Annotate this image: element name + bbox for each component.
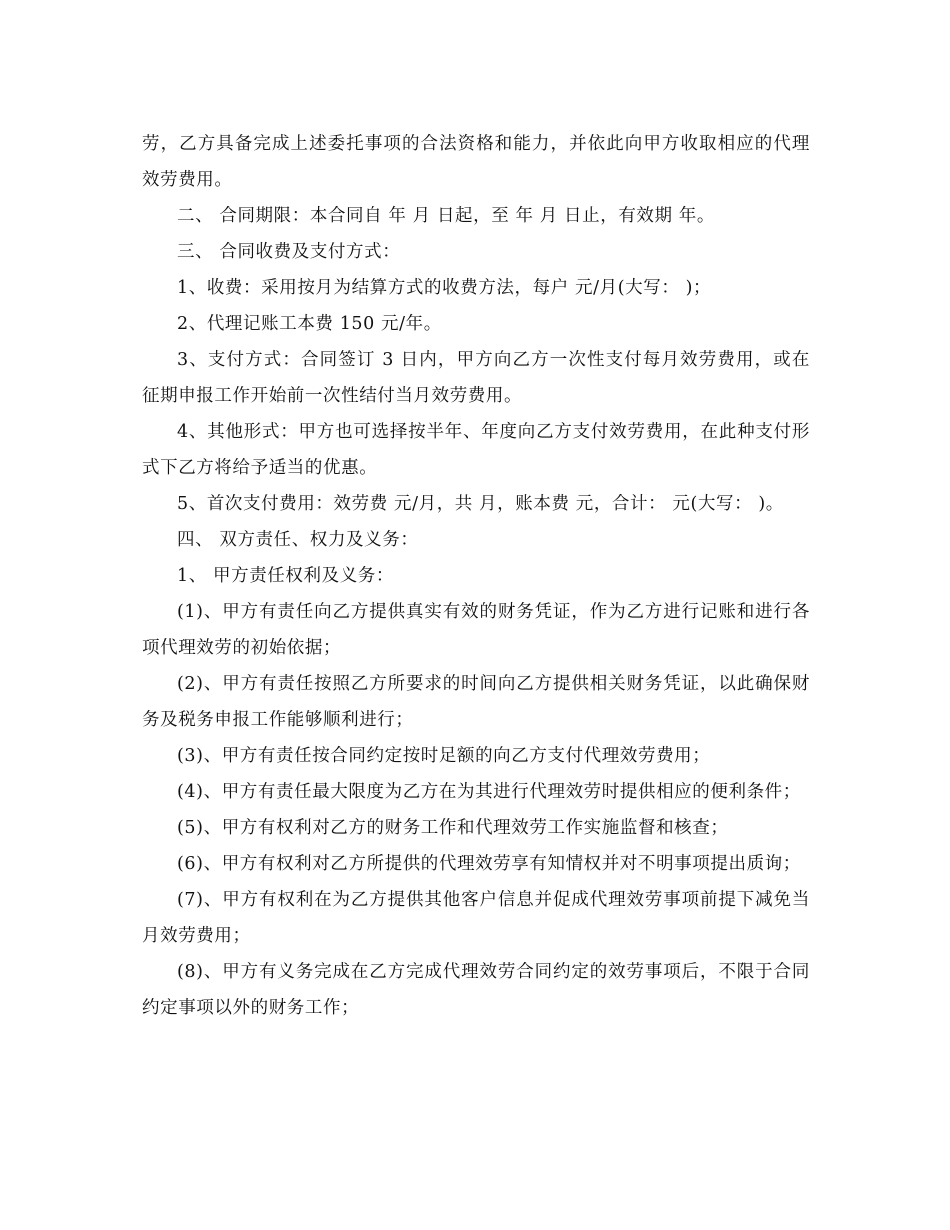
paragraph-bookkeeping-cost: 2、代理记账工本费 150 元/年。 (177, 314, 442, 334)
paragraph-contract-term: 二、 合同期限：本合同自 年 月 日起，至 年 月 日止，有效期 年。 (177, 206, 715, 226)
subsection-heading-party-a: 1、 甲方责任权利及义务： (177, 566, 394, 586)
paragraph-fee-charge: 1、收费：采用按月为结算方式的收费方法，每户 元/月(大写： )； (177, 278, 712, 298)
section-heading-responsibilities: 四、 双方责任、权力及义务： (177, 530, 419, 550)
list-item-duty-3: (3)、甲方有责任按合同约定按时足额的向乙方支付代理效劳费用； (177, 746, 711, 766)
list-item-duty-5: (5)、甲方有权利对乙方的财务工作和代理效劳工作实施监督和核查； (177, 818, 729, 838)
list-item-duty-8: (8)、甲方有义务完成在乙方完成代理效劳合同约定的效劳事项后，不限于合同约定事项以外的财务工作； (142, 962, 810, 1018)
list-item-duty-2: (2)、甲方有责任按照乙方所要求的时间向乙方提供相关财务凭证，以此确保财务及税务申报工作能够顺利进行； (142, 674, 810, 730)
paragraph-continuation: 劳，乙方具备完成上述委托事项的合法资格和能力，并依此向甲方收取相应的代理效劳费用。 (142, 134, 810, 190)
paragraph-first-payment: 5、首次支付费用：效劳费 元/月，共 月，账本费 元，合计： 元(大写： )。 (177, 494, 784, 514)
list-item-duty-7: (7)、甲方有权利在为乙方提供其他客户信息并促成代理效劳事项前提下减免当月效劳费用； (142, 890, 810, 946)
list-item-duty-4: (4)、甲方有责任最大限度为乙方在为其进行代理效劳时提供相应的便利条件； (177, 782, 801, 802)
document-body (142, 126, 810, 1026)
paragraph-other-forms: 4、其他形式：甲方也可选择按半年、年度向乙方支付效劳费用，在此种支付形式下乙方将给予适当的优惠。 (142, 422, 810, 478)
list-item-duty-1: (1)、甲方有责任向乙方提供真实有效的财务凭证，作为乙方进行记账和进行各项代理效劳的初始依据； (142, 602, 810, 658)
section-heading-fees: 三、 合同收费及支付方式： (177, 242, 401, 262)
paragraph-payment-method: 3、支付方式：合同签订 3 日内，甲方向乙方一次性支付每月效劳费用，或在征期申报工作开始前一次性结付当月效劳费用。 (142, 350, 810, 406)
list-item-duty-6: (6)、甲方有权利对乙方所提供的代理效劳享有知情权并对不明事项提出质询； (177, 854, 801, 874)
